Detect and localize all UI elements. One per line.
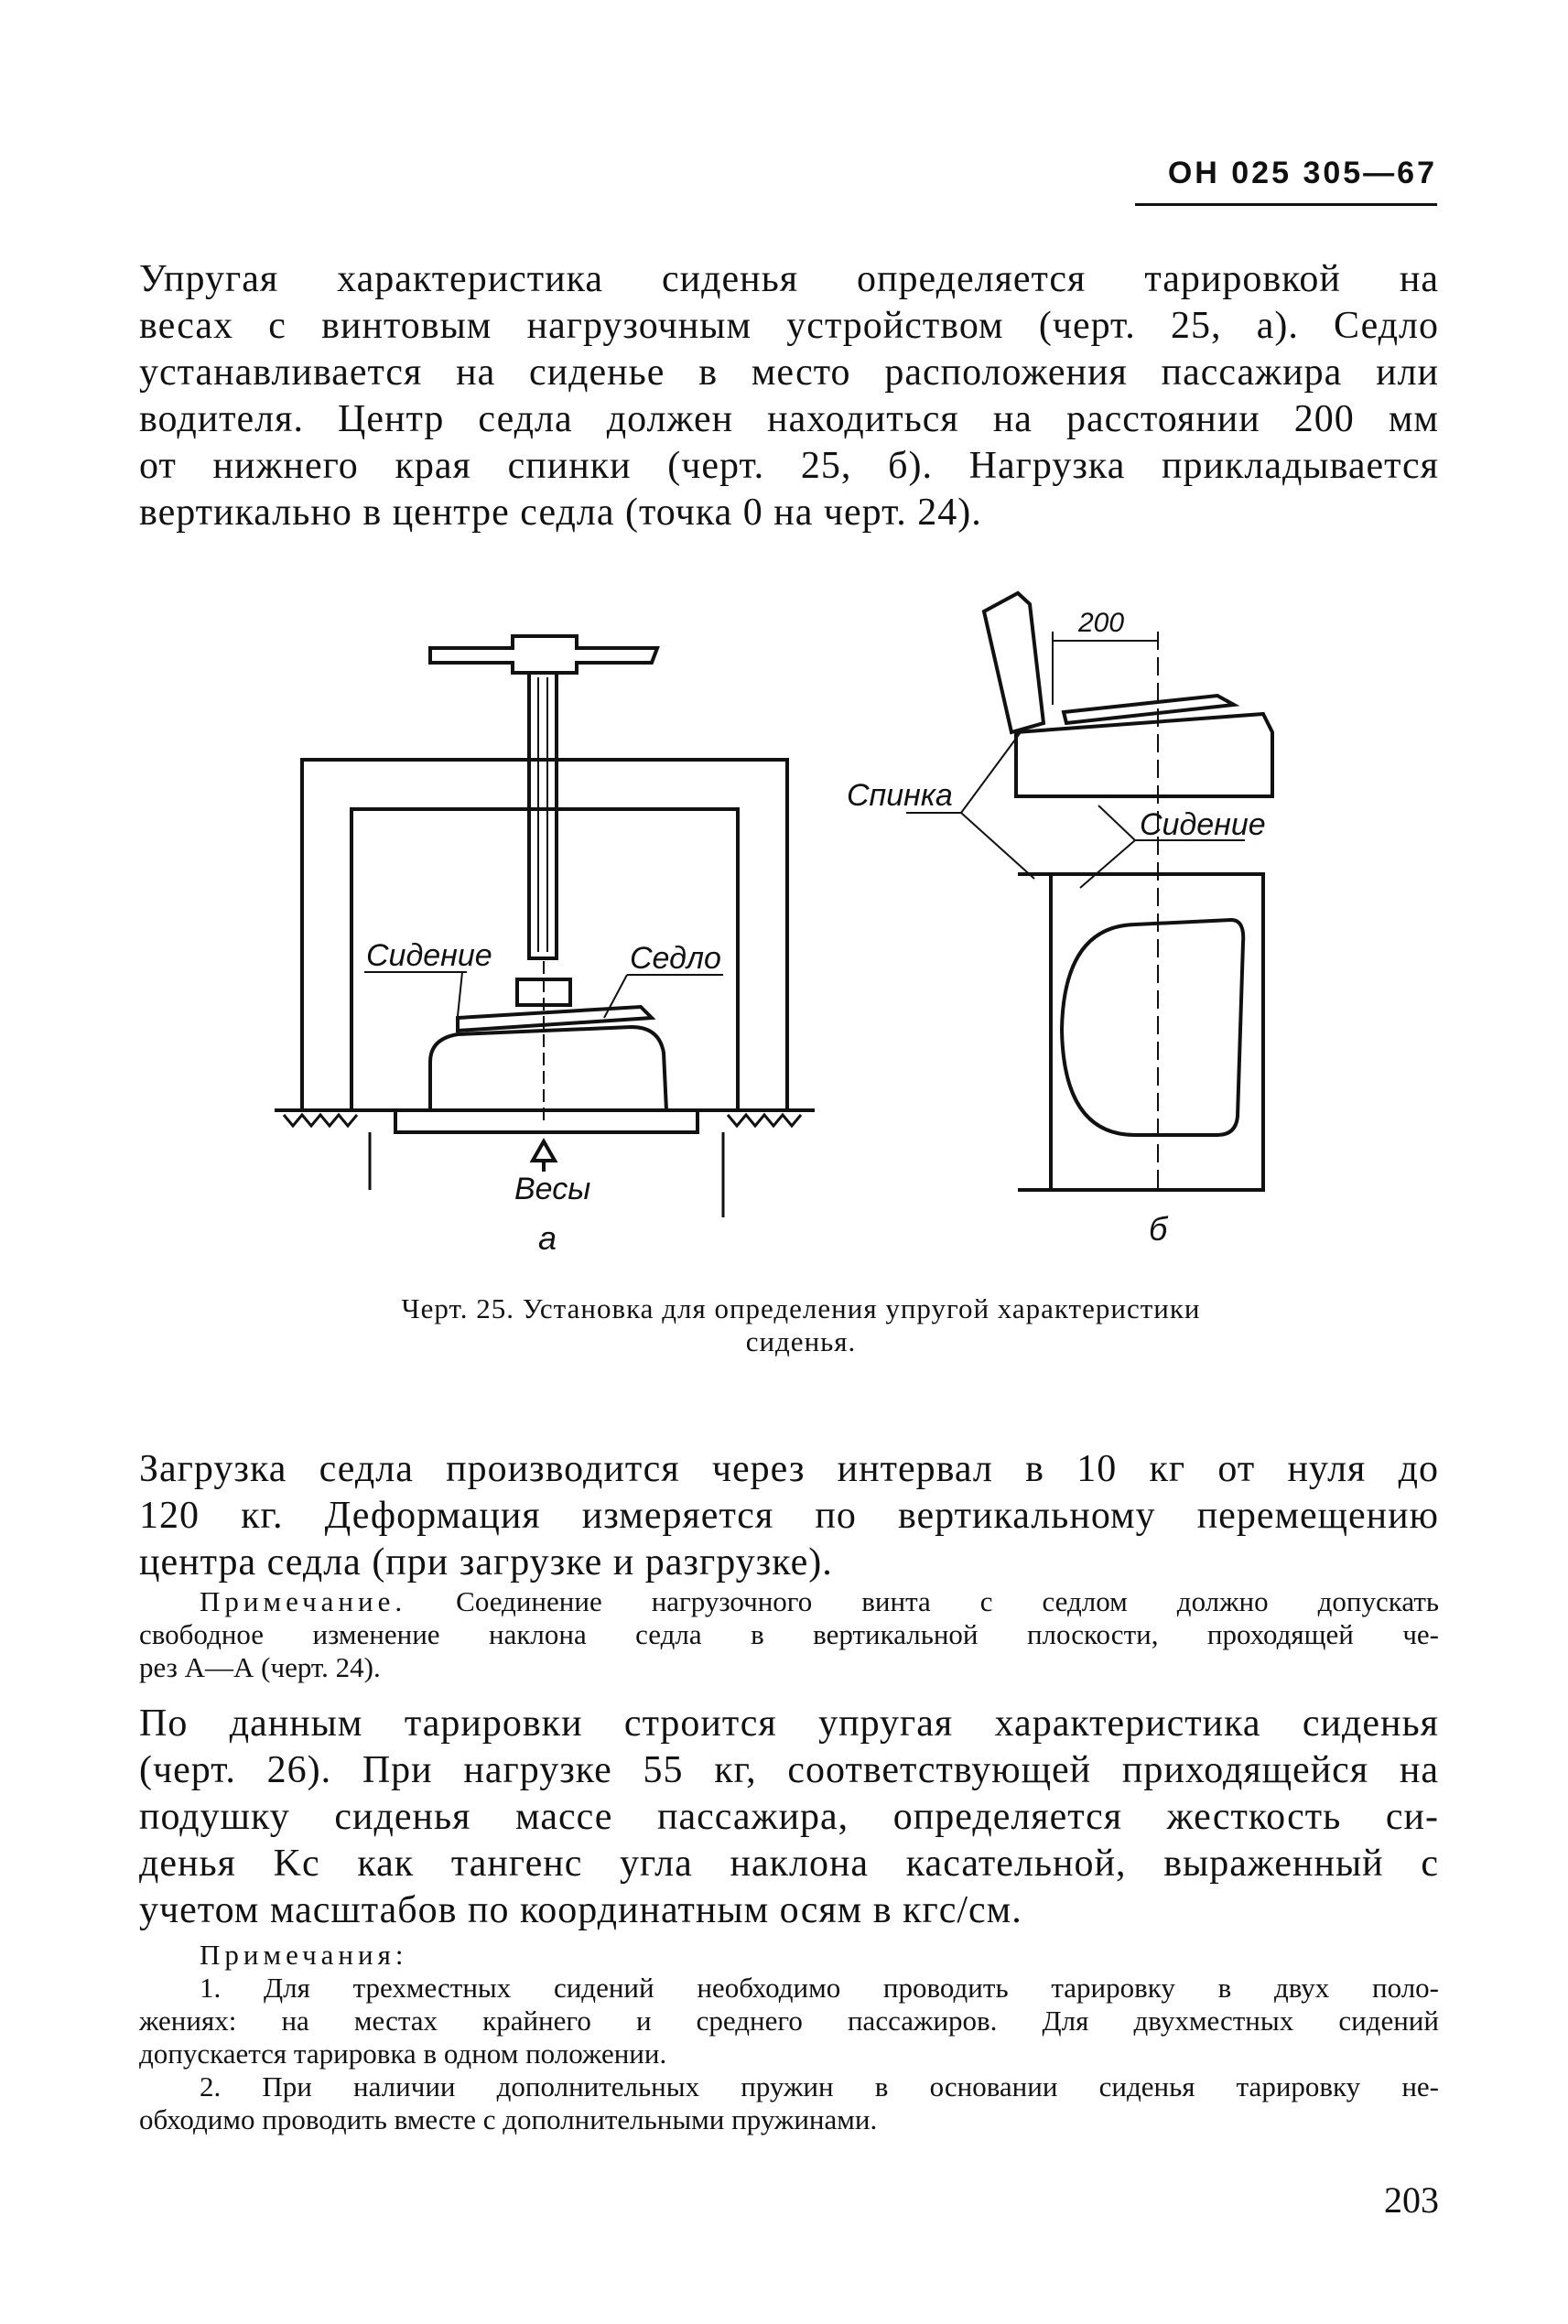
label-scales: Весы xyxy=(514,1172,591,1206)
notes-heading: Примечания: xyxy=(200,1939,408,1971)
text-line: весах с винтовым нагрузочным устройством (черт. 25, а). Седло xyxy=(139,305,1439,347)
notes-2-item-2 xyxy=(200,2070,1439,2103)
text-line: 1. Для трехместных сидений необходимо проводить тарировку в двух поло- xyxy=(200,1972,1439,2004)
paragraph-1 xyxy=(139,256,1439,536)
text-line: (черт. 26). При нагрузке 55 кг, соответствующей приходящейся на xyxy=(139,1749,1439,1791)
seat-diagram xyxy=(906,593,1272,1190)
text-line: обходимо проводить вместе с дополнительными пружинами. xyxy=(139,2103,878,2135)
label-seat-a: Сидение xyxy=(366,938,492,973)
text-line: жениях: на местах крайнего и среднего пассажиров. Для двухместных сидений xyxy=(139,2005,1439,2037)
label-dimension: 200 xyxy=(1078,608,1125,638)
header-rule xyxy=(1135,203,1437,206)
caption-line: сиденья. xyxy=(745,1325,857,1357)
label-saddle: Седло xyxy=(630,941,721,976)
caption-line: Черт. 25. Установка для определения упругой характеристики xyxy=(401,1292,1201,1324)
text-line xyxy=(200,1585,1439,1618)
text-line: 120 кг. Деформация измеряется по вертикальному перемещению xyxy=(139,1495,1439,1537)
label-a: а xyxy=(538,1219,557,1257)
text-line: денья Kс как тангенс угла наклона касательной, выраженный с xyxy=(139,1843,1439,1885)
text-line: 2. При наличии дополнительных пружин в основании сиденья тарировку не- xyxy=(200,2070,1439,2102)
paragraph-3 xyxy=(139,1701,1439,1934)
note-1 xyxy=(200,1585,1439,1618)
text-line: рез А—А (черт. 24). xyxy=(139,1651,381,1683)
notes-2-item-2-continued xyxy=(139,2103,1439,2136)
text-line: свободное изменение наклона седла в вертикальной плоскости, проходящей че- xyxy=(139,1618,1439,1650)
notes-2-item-1-continued xyxy=(139,2005,1439,2070)
note-heading: Примечание. xyxy=(200,1585,407,1617)
label-seat-b: Сидение xyxy=(1140,807,1266,842)
label-b: б xyxy=(1149,1210,1168,1248)
text-line: вертикально в центре седла (точка 0 на черт. 24). xyxy=(139,492,982,534)
document-code: ОН 025 305—67 xyxy=(1167,156,1437,190)
text-line: По данным тарировки строится упругая характеристика сиденья xyxy=(139,1702,1439,1745)
press-diagram xyxy=(275,636,815,1217)
label-back: Спинка xyxy=(847,778,953,813)
figure-25 xyxy=(0,549,1568,1263)
text-line: водителя. Центр седла должен находиться на расстоянии 200 мм xyxy=(139,398,1439,440)
text-line: подушку сиденья массе пассажира, определяется жесткость си- xyxy=(139,1796,1439,1838)
text-line: Упругая характеристика сиденья определяется тарировкой на xyxy=(139,258,1439,300)
paragraph-2 xyxy=(139,1446,1439,1586)
figure-caption xyxy=(238,1292,1364,1358)
text-line: центра седла (при загрузке и разгрузке). xyxy=(139,1541,833,1584)
text-line: устанавливается на сиденье в место расположения пассажира или xyxy=(139,351,1439,394)
text-line: от нижнего края спинки (черт. 25, б). Нагрузка прикладывается xyxy=(139,445,1439,487)
text-line: учетом масштабов по координатным осям в кгс/см. xyxy=(139,1889,1022,1931)
note-text: Соединение нагрузочного винта с седлом должно допускать xyxy=(456,1585,1440,1617)
note-1-continued xyxy=(139,1618,1439,1684)
notes-2 xyxy=(200,1939,1439,2005)
page-number: 203 xyxy=(1384,2179,1439,2221)
text-line: Загрузка седла производится через интервал в 10 кг от нуля до xyxy=(139,1448,1439,1490)
text-line: допускается тарировка в одном положении. xyxy=(139,2038,667,2070)
